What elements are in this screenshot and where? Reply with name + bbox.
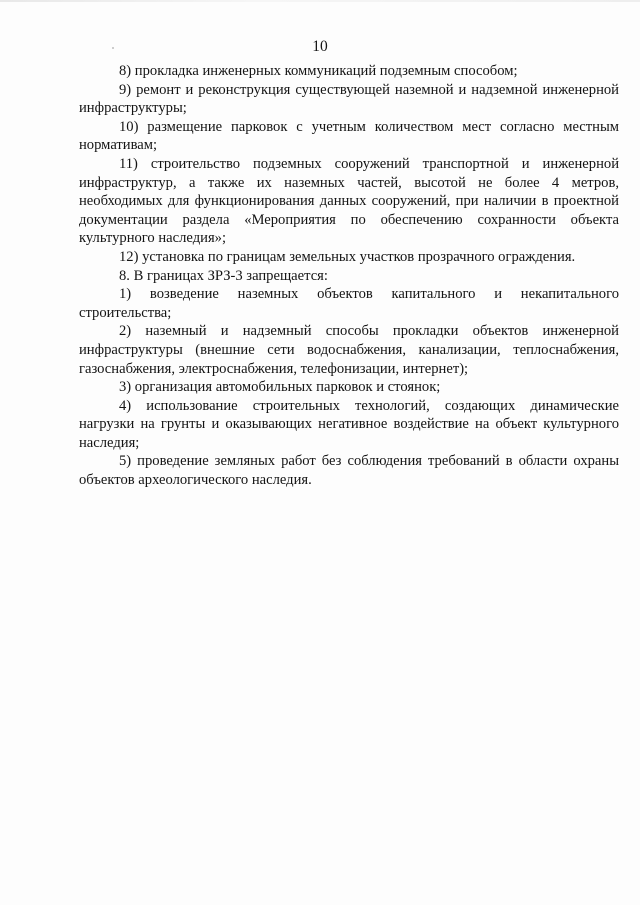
prohibition-item-1: 1) возведение наземных объектов капитального и некапитального строительства; (79, 286, 619, 321)
paragraph-item-12: 12) установка по границам земельных участков прозрачного ограждения. (119, 248, 576, 265)
prohibition-item-2: 2) наземный и надземный способы прокладки объектов инженерной инфраструктуры (внешние сети водоснабжения, канализации, теплоснабжения, газоснабжения, электроснабжения, телефонизации, интернет); (79, 323, 619, 377)
paragraph-item-11: 11) строительство подземных сооружений транспортной и инженерной инфраструктур, а также их наземных частей, высотой не более 4 метров, необходимых для функционирования данных сооружений, при наличии в проектной документации раздела «Мероприятия по обеспечению сохранности объекта культурного наследия»; (79, 155, 619, 247)
document-body (79, 62, 619, 490)
paragraph-item-8: 8) прокладка инженерных коммуникаций подземным способом; (119, 63, 518, 79)
page-number: 10 (312, 38, 328, 55)
section-heading-8: 8. В границах ЗРЗ-3 запрещается: (119, 267, 328, 284)
scan-edge (0, 0, 640, 2)
paragraph-item-9: 9) ремонт и реконструкция существующей наземной и надземной инженерной инфраструктуры; (79, 81, 619, 117)
prohibition-item-3: 3) организация автомобильных парковок и стоянок; (119, 379, 441, 396)
prohibition-item-4: 4) использование строительных технологий, создающих динамические нагрузки на грунты и оказывающих негативное воздействие на объект культурного наследия; (79, 397, 619, 451)
paragraph-item-10: 10) размещение парковок с учетным количеством мест согласно местным нормативам; (79, 118, 619, 154)
prohibition-item-5: 5) проведение земляных работ без соблюдения требований в области охраны объектов археологического наследия. (79, 453, 619, 489)
